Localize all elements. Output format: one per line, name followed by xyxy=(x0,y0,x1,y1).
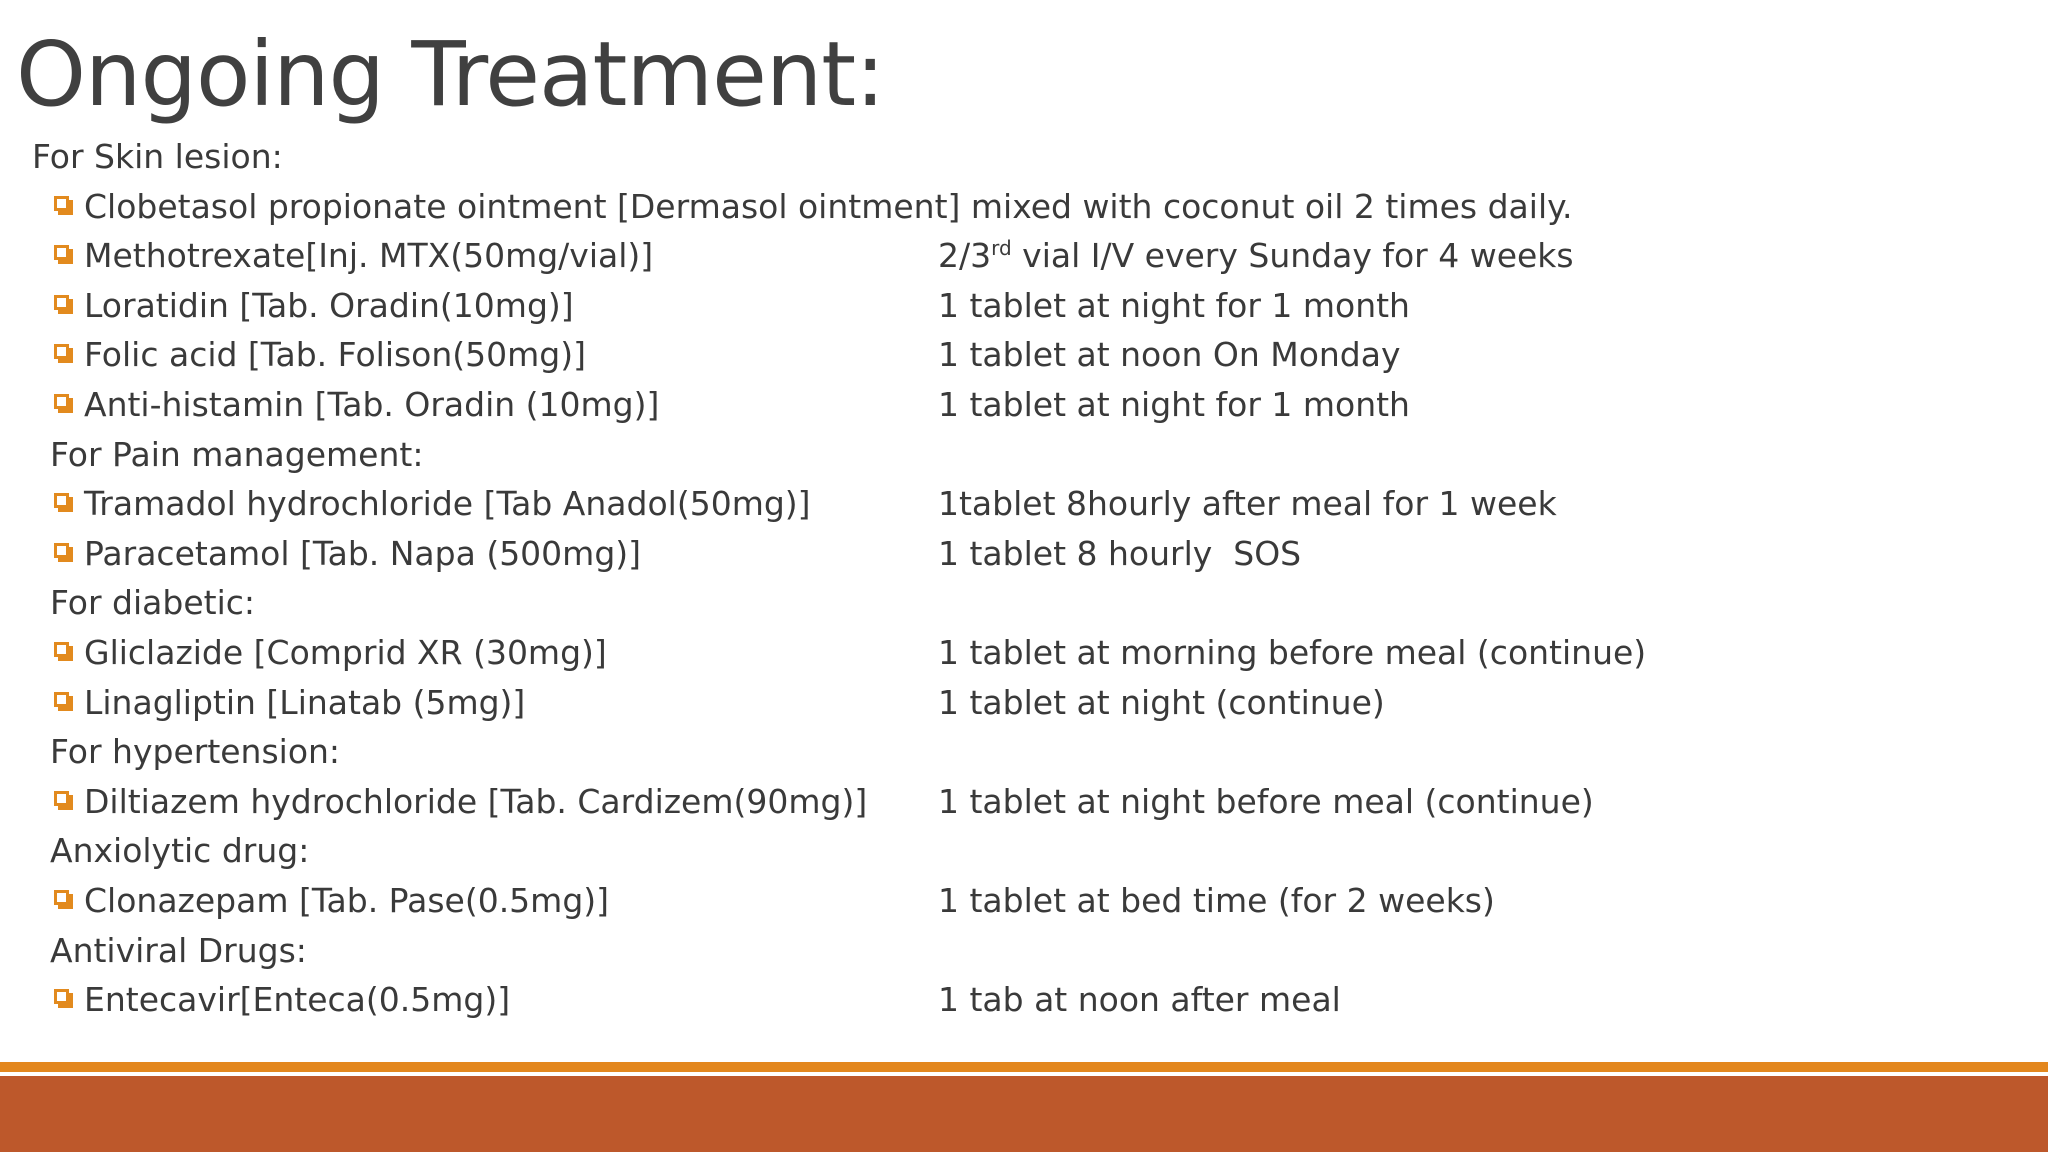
section-heading-antiviral xyxy=(0,926,2048,976)
medication-name: Linagliptin [Linatab (5mg)] xyxy=(84,682,526,722)
dosage-fraction: 2/3 xyxy=(938,236,992,276)
checkbox-bullet-icon xyxy=(54,493,74,513)
checkbox-bullet-icon xyxy=(54,791,74,811)
section-heading-hypertension xyxy=(0,727,2048,777)
medication-name: Clonazepam [Tab. Pase(0.5mg)] xyxy=(84,880,610,920)
section-heading-label: For hypertension: xyxy=(50,732,341,772)
medication-row-gliclazide xyxy=(0,628,2048,678)
medication-row-tramadol xyxy=(0,479,2048,529)
medication-name: Tramadol hydrochloride [Tab Anadol(50mg)] xyxy=(84,484,811,524)
medication-name: Clobetasol propionate ointment [Dermasol ointment] mixed with coconut oil 2 times daily. xyxy=(84,186,1573,226)
checkbox-bullet-icon xyxy=(54,642,74,662)
dosage-instructions: vial I/V every Sunday for 4 weeks xyxy=(1011,236,1574,276)
section-heading-label: For Skin lesion: xyxy=(32,137,283,176)
section-heading-label: For Pain management: xyxy=(50,434,424,474)
medication-row-anti-histamin xyxy=(0,380,2048,430)
medication-name: Gliclazide [Comprid XR (30mg)] xyxy=(84,632,607,672)
medication-name: Loratidin [Tab. Oradin(10mg)] xyxy=(84,285,574,325)
checkbox-bullet-icon xyxy=(54,692,74,712)
medication-name: Paracetamol [Tab. Napa (500mg)] xyxy=(84,533,642,573)
medication-name: Anti-histamin [Tab. Oradin (10mg)] xyxy=(84,384,660,424)
medication-dosage: 1 tablet at night before meal (continue) xyxy=(938,781,1594,821)
section-heading-skin-lesion xyxy=(0,132,2048,182)
checkbox-bullet-icon xyxy=(54,543,74,563)
checkbox-bullet-icon xyxy=(54,344,74,364)
dosage-ordinal-suffix: rd xyxy=(991,236,1012,261)
medication-dosage: 1 tablet at noon On Monday xyxy=(938,335,1401,375)
checkbox-bullet-icon xyxy=(54,989,74,1009)
footer-band xyxy=(0,1076,2048,1152)
medication-dosage: 1 tablet at morning before meal (continue) xyxy=(938,632,1647,672)
medication-row-paracetamol xyxy=(0,529,2048,579)
checkbox-bullet-icon xyxy=(54,890,74,910)
section-heading-anxiolytic xyxy=(0,826,2048,876)
section-heading-label: Antiviral Drugs: xyxy=(50,930,307,970)
medication-row-loratidin xyxy=(0,281,2048,331)
medication-row-linagliptin xyxy=(0,678,2048,728)
medication-row-methotrexate xyxy=(0,231,2048,281)
checkbox-bullet-icon xyxy=(54,245,74,265)
medication-dosage: 1 tablet at bed time (for 2 weeks) xyxy=(938,880,1495,920)
medication-name: Folic acid [Tab. Folison(50mg)] xyxy=(84,335,586,375)
section-heading-label: For diabetic: xyxy=(50,583,256,623)
medication-dosage: 1 tablet at night for 1 month xyxy=(938,384,1410,424)
checkbox-bullet-icon xyxy=(54,295,74,315)
treatment-list xyxy=(0,132,2048,1025)
section-heading-pain-management xyxy=(0,430,2048,480)
medication-dosage: 1 tablet at night (continue) xyxy=(938,682,1385,722)
medication-dosage: 1 tablet at night for 1 month xyxy=(938,285,1410,325)
medication-row-folic-acid xyxy=(0,330,2048,380)
medication-name: Diltiazem hydrochloride [Tab. Cardizem(90mg)] xyxy=(84,781,868,821)
section-heading-label: Anxiolytic drug: xyxy=(50,831,310,871)
medication-name: Entecavir[Enteca(0.5mg)] xyxy=(84,980,511,1020)
checkbox-bullet-icon xyxy=(54,196,74,216)
medication-row-clobetasol xyxy=(0,182,2048,232)
footer-accent-line xyxy=(0,1062,2048,1072)
medication-dosage: 1 tablet 8 hourly SOS xyxy=(938,533,1302,573)
section-heading-diabetic xyxy=(0,578,2048,628)
medication-row-clonazepam xyxy=(0,876,2048,926)
slide-title: Ongoing Treatment: xyxy=(16,22,885,126)
medication-name: Methotrexate[Inj. MTX(50mg/vial)] xyxy=(84,236,654,276)
medication-dosage: 1 tab at noon after meal xyxy=(938,980,1341,1020)
medication-dosage xyxy=(938,231,1574,281)
medication-dosage: 1tablet 8hourly after meal for 1 week xyxy=(938,484,1557,524)
checkbox-bullet-icon xyxy=(54,394,74,414)
medication-row-diltiazem xyxy=(0,777,2048,827)
medication-row-entecavir xyxy=(0,975,2048,1025)
